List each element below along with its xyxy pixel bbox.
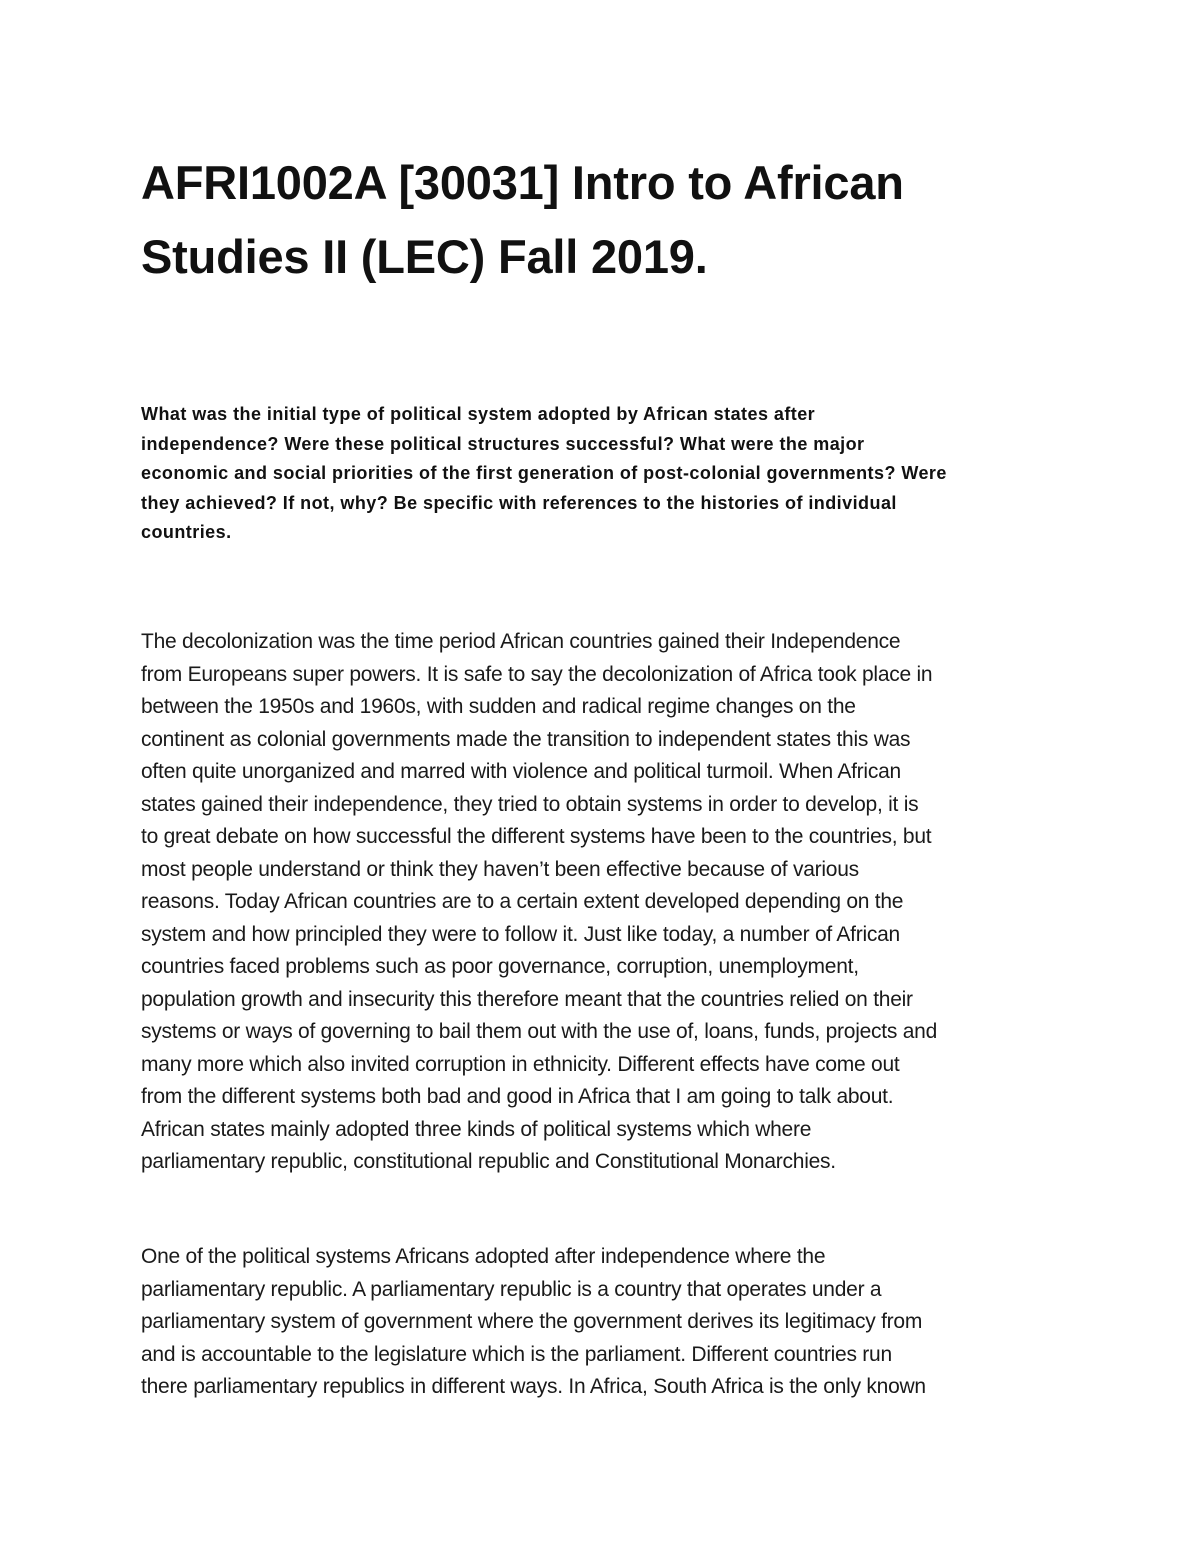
paragraph-line: states gained their independence, they tried to obtain systems in order to develop, it is <box>141 792 919 816</box>
question-line: they achieved? If not, why? Be specific with references to the histories of individual <box>141 492 897 513</box>
paragraph-line: countries faced problems such as poor governance, corruption, unemployment, <box>141 955 859 978</box>
paragraph-line: parliamentary republic, constitutional republic and Constitutional Monarchies. <box>141 1150 836 1173</box>
document-title-line: Studies II (LEC) Fall 2019. <box>141 230 708 283</box>
document-title <box>141 146 1071 294</box>
paragraph-line: parliamentary system of government where the government derives its legitimacy from <box>141 1310 923 1333</box>
paragraph-line: system and how principled they were to follow it. Just like today, a number of African <box>141 922 900 946</box>
paragraph-line: from the different systems both bad and good in Africa that I am going to talk about. <box>141 1085 894 1108</box>
document-title-line: AFRI1002A [30031] Intro to African <box>141 156 904 209</box>
paragraph-line: African states mainly adopted three kinds of political systems which where <box>141 1117 812 1141</box>
question-line: countries. <box>141 522 232 543</box>
question-line: economic and social priorities of the first generation of post-colonial governments? Were <box>141 463 947 484</box>
paragraph-line: often quite unorganized and marred with violence and political turmoil. When African <box>141 760 901 783</box>
paragraph-line: One of the political systems Africans adopted after independence where the <box>141 1245 826 1268</box>
paragraph-line: from Europeans super powers. It is safe to say the decolonization of Africa took place in <box>141 662 933 686</box>
paragraph-line: reasons. Today African countries are to a certain extent developed depending on the <box>141 890 904 913</box>
paragraph-line: to great debate on how successful the different systems have been to the countries, but <box>141 825 932 848</box>
paragraph-line: and is accountable to the legislature which is the parliament. Different countries run <box>141 1342 892 1366</box>
paragraph-line: The decolonization was the time period African countries gained their Independence <box>141 630 901 653</box>
paragraph-line: continent as colonial governments made the transition to independent states this was <box>141 727 911 751</box>
paragraph-line: between the 1950s and 1960s, with sudden and radical regime changes on the <box>141 695 856 718</box>
paragraph-line: most people understand or think they haven’t been effective because of various <box>141 857 859 881</box>
body-paragraph-parliamentary-republic <box>141 1241 1081 1404</box>
body-paragraph-decolonization <box>141 626 1081 1179</box>
paragraph-line: systems or ways of governing to bail them out with the use of, loans, funds, projects and <box>141 1020 938 1043</box>
paragraph-line: many more which also invited corruption in ethnicity. Different effects have come out <box>141 1052 900 1076</box>
question-line: What was the initial type of political system adopted by African states after <box>141 404 816 424</box>
assignment-question <box>141 400 1081 548</box>
paragraph-line: there parliamentary republics in different ways. In Africa, South Africa is the only known <box>141 1375 926 1398</box>
paragraph-line: population growth and insecurity this therefore meant that the countries relied on their <box>141 987 913 1011</box>
question-line: independence? Were these political structures successful? What were the major <box>141 433 865 454</box>
paragraph-line: parliamentary republic. A parliamentary republic is a country that operates under a <box>141 1277 882 1301</box>
